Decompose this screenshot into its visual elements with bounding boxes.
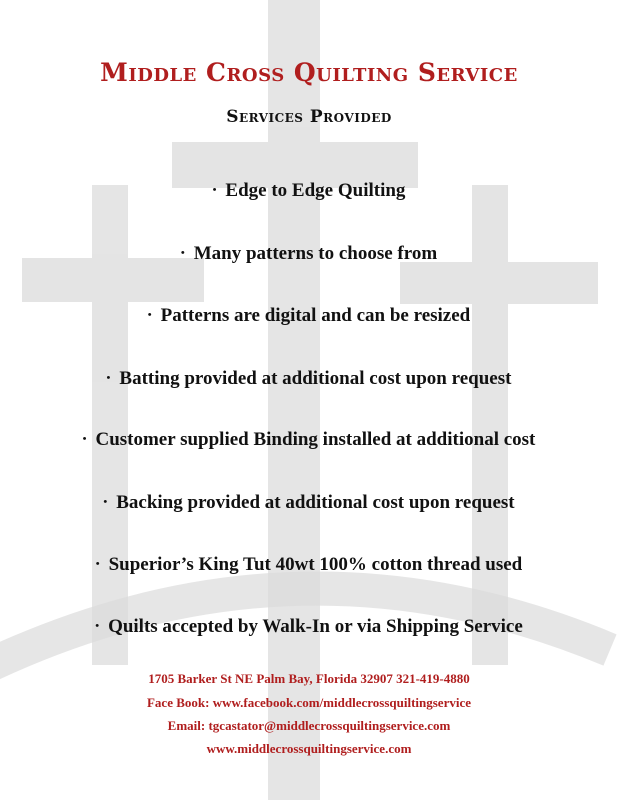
bullet-icon: • [103,496,108,508]
bullet-icon: • [82,433,87,445]
service-text: Patterns are digital and can be resized [160,305,471,326]
bullet-icon: • [147,309,152,321]
service-text: Backing provided at additional cost upon request [116,492,515,513]
service-text: Batting provided at additional cost upon request [119,368,512,389]
page-title: Middle Cross Quilting Service [100,58,518,87]
bullet-icon: • [95,558,100,570]
service-item [0,180,618,202]
bullet-icon: • [106,372,111,384]
service-item [0,554,618,576]
contact-facebook: Face Book: www.facebook.com/middlecrossquiltingservice [146,695,471,710]
service-text: Quilts accepted by Walk-In or via Shipping Service [108,616,523,637]
service-item [0,492,618,514]
page-subtitle: Services Provided [226,107,392,127]
service-text: Superior’s King Tut 40wt 100% cotton thread used [108,554,523,575]
service-text: Many patterns to choose from [193,243,438,264]
bullet-icon: • [212,184,217,196]
bullet-icon: • [180,247,185,259]
service-item [0,429,618,451]
contact-address: 1705 Barker St NE Palm Bay, Florida 32907 321-419-4880 [148,671,470,686]
service-item [0,616,618,638]
service-text: Edge to Edge Quilting [225,180,406,201]
contact-email: Email: tgcastator@middlecrossquiltingservice.com [167,718,451,733]
service-item [0,243,618,265]
bullet-icon: • [95,620,100,632]
service-item [0,305,618,327]
service-text: Customer supplied Binding installed at additional cost [95,429,536,450]
service-item [0,368,618,390]
contact-website: www.middlecrossquiltingservice.com [206,741,412,756]
